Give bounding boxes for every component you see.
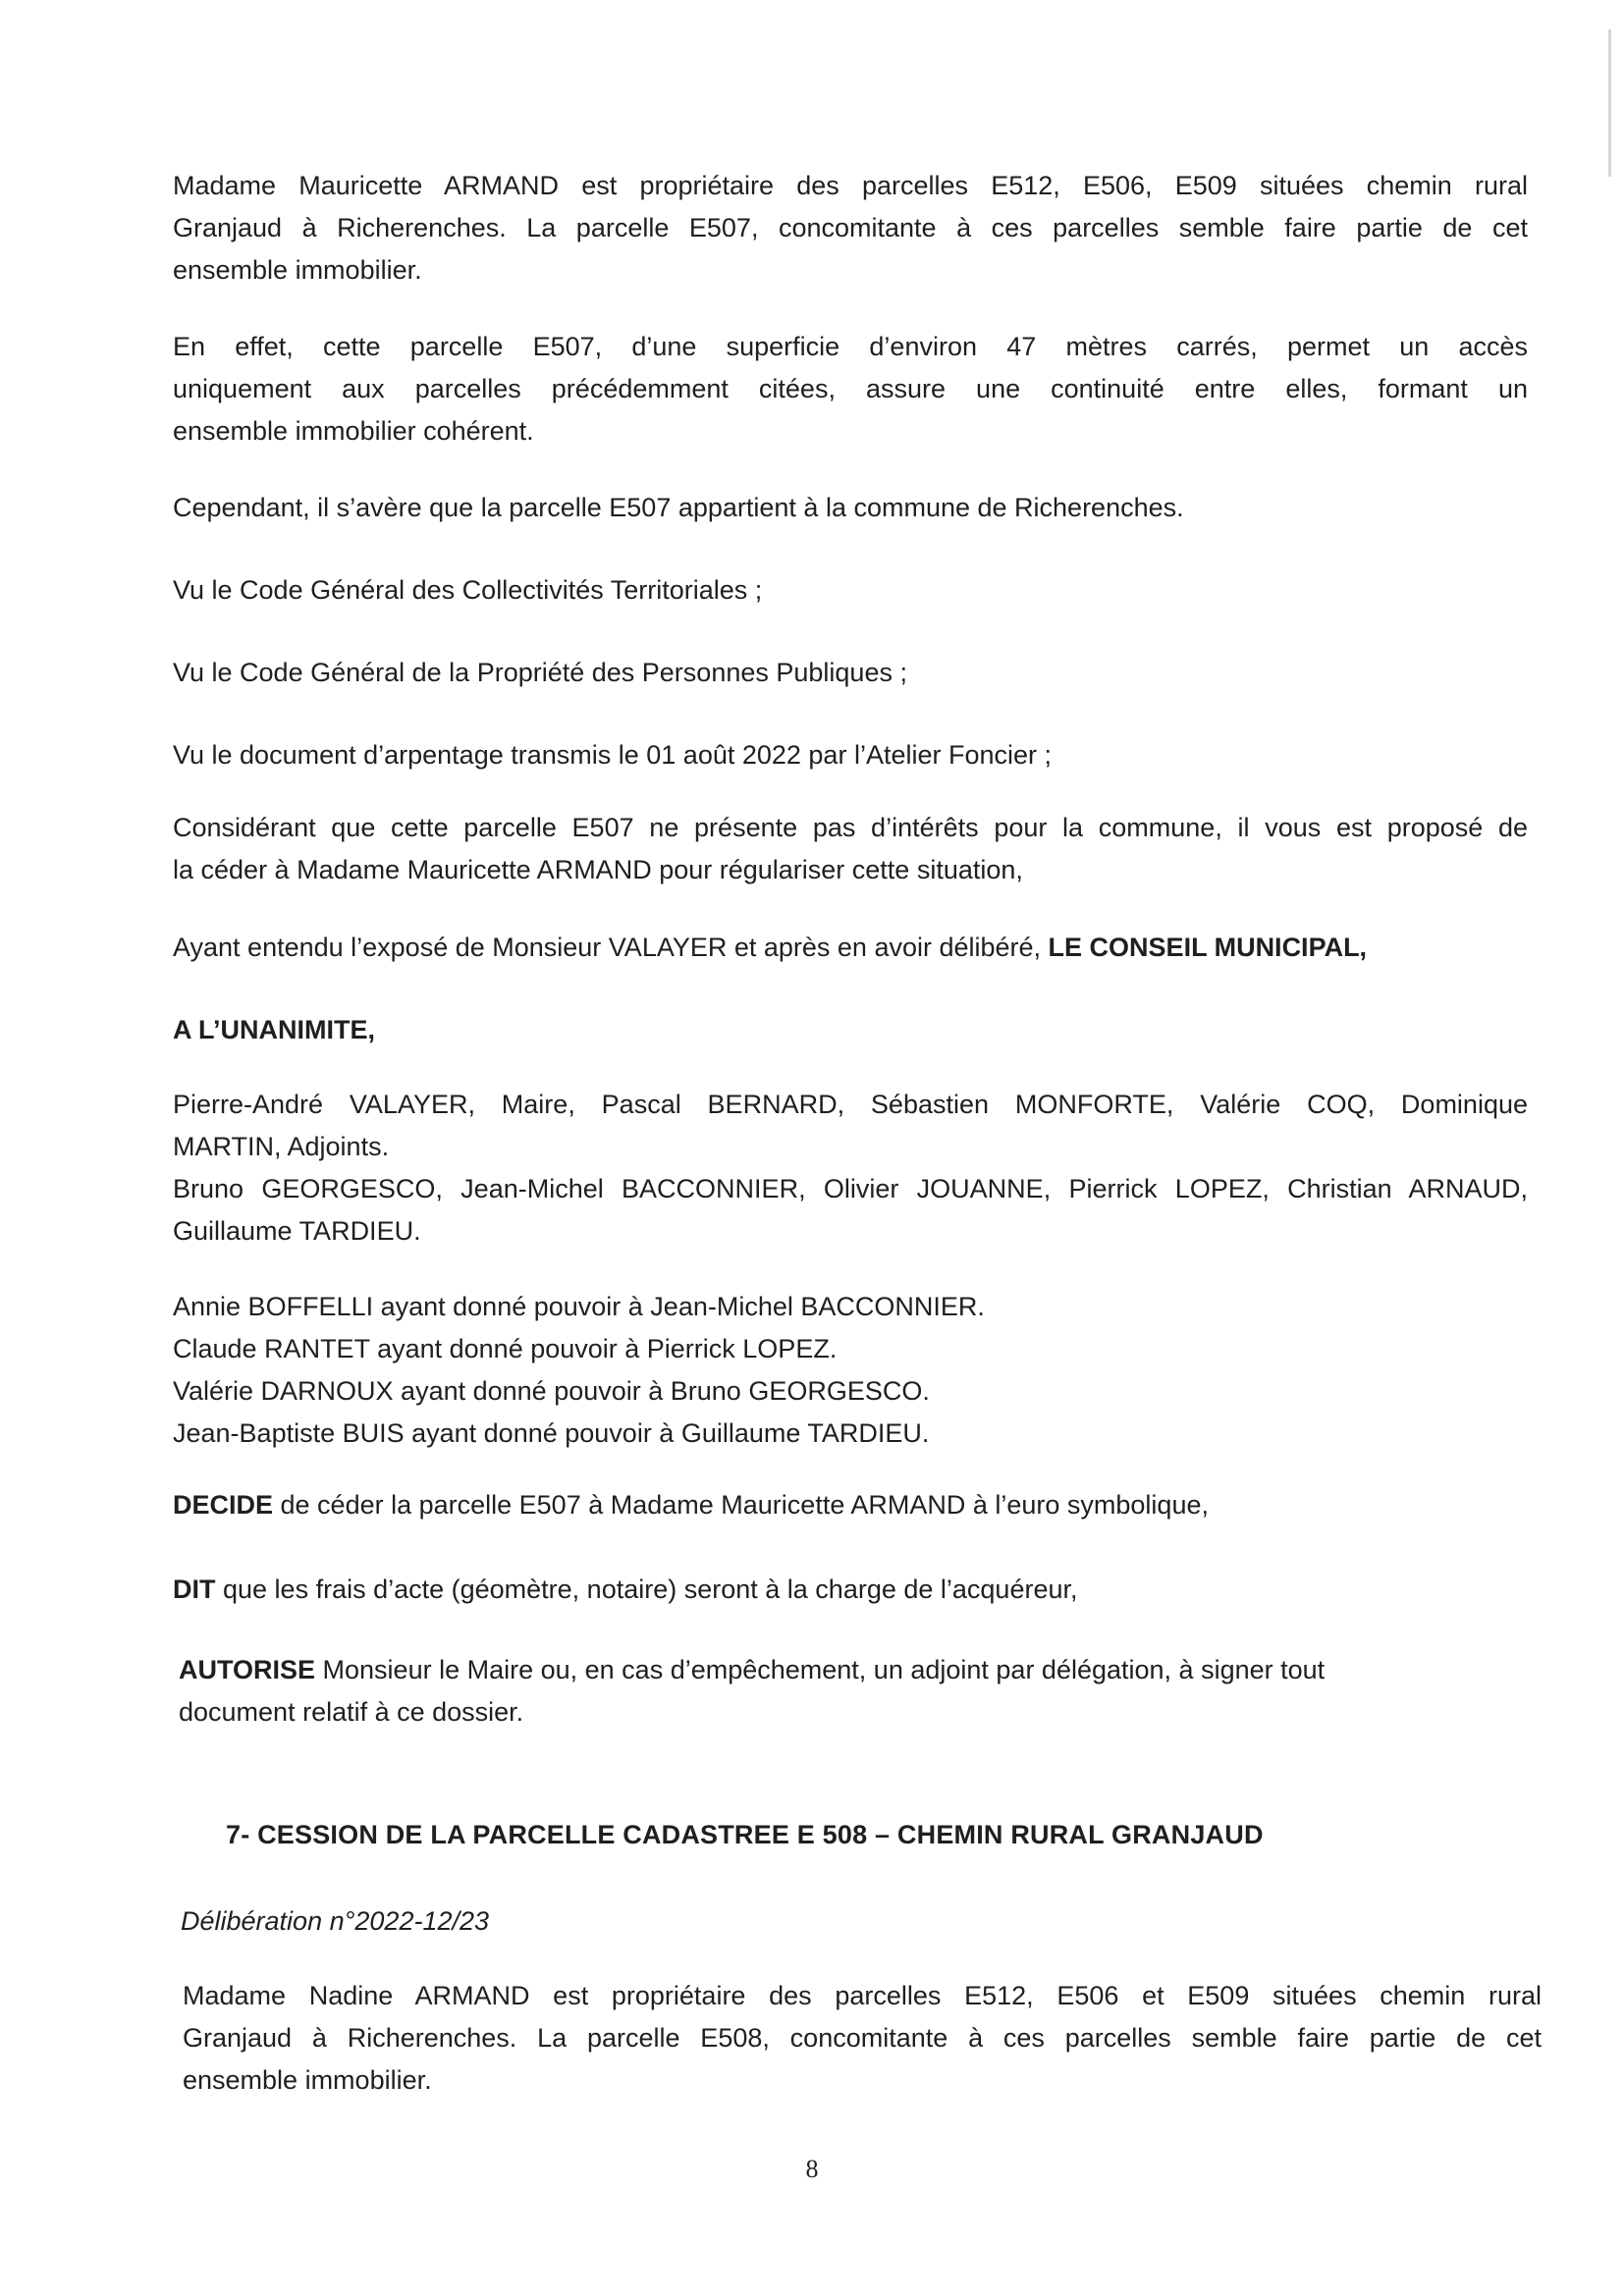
deliberation-number xyxy=(181,1900,1536,1943)
text-line: document relatif à ce dossier. xyxy=(179,1697,524,1727)
text-line: Guillaume TARDIEU. xyxy=(173,1216,421,1246)
paragraph-decide xyxy=(173,1484,1528,1526)
paragraph-legal-reference-3 xyxy=(173,734,1528,776)
paragraph-dit xyxy=(173,1569,1528,1611)
paragraph-nadine-ownership xyxy=(183,1975,1542,2102)
text-line: Pierre-André VALAYER, Maire, Pascal BERNARD, Sébastien MONFORTE, Valérie COQ, Dominique xyxy=(173,1090,1528,1119)
text-line xyxy=(179,1649,1534,1691)
text-line: Jean-Baptiste BUIS ayant donné pouvoir à Guillaume TARDIEU. xyxy=(173,1418,930,1448)
section-heading: 7- CESSION DE LA PARCELLE CADASTREE E 508 – CHEMIN RURAL GRANJAUD xyxy=(226,1820,1264,1849)
text-line xyxy=(173,927,1528,969)
text-line: ensemble immobilier. xyxy=(173,255,422,285)
text-line xyxy=(173,1569,1528,1611)
vote-result xyxy=(173,1009,1528,1051)
scan-edge-line xyxy=(1608,29,1611,177)
paragraph-ayant-entendu xyxy=(173,927,1528,969)
text-line: la céder à Madame Mauricette ARMAND pour régulariser cette situation, xyxy=(173,855,1023,884)
paragraph-legal-reference-1 xyxy=(173,569,1528,612)
text-span: de céder la parcelle E507 à Madame Mauricette ARMAND à l’euro symbolique, xyxy=(273,1490,1209,1520)
text-line: Vu le document d’arpentage transmis le 01 août 2022 par l’Atelier Foncier ; xyxy=(173,740,1053,770)
conseil-municipal-label: LE CONSEIL MUNICIPAL, xyxy=(1048,933,1368,962)
text-line: Bruno GEORGESCO, Jean-Michel BACCONNIER, Olivier JOUANNE, Pierrick LOPEZ, Christian ARNAUD, xyxy=(173,1174,1528,1203)
text-line: Annie BOFFELLI ayant donné pouvoir à Jean-Michel BACCONNIER. xyxy=(173,1292,985,1321)
paragraph-commune-ownership xyxy=(173,487,1528,529)
text-line: Granjaud à Richerenches. La parcelle E507, concomitante à ces parcelles semble faire partie de cet xyxy=(173,213,1528,242)
text-line: A L’UNANIMITE, xyxy=(173,1015,375,1044)
text-line: ensemble immobilier cohérent. xyxy=(173,416,534,446)
text-line: MARTIN, Adjoints. xyxy=(173,1132,390,1161)
text-line: Madame Mauricette ARMAND est propriétaire des parcelles E512, E506, E509 situées chemin rural xyxy=(173,171,1528,200)
page-number: 8 xyxy=(805,2155,819,2183)
decide-label: DECIDE xyxy=(173,1490,274,1520)
paragraph-legal-reference-2 xyxy=(173,652,1528,694)
text-line: Madame Nadine ARMAND est propriétaire des parcelles E512, E506 et E509 situées chemin rural xyxy=(183,1981,1542,2010)
text-line: Granjaud à Richerenches. La parcelle E508, concomitante à ces parcelles semble faire partie de cet xyxy=(183,2023,1542,2053)
text-span: que les frais d’acte (géomètre, notaire) seront à la charge de l’acquéreur, xyxy=(215,1575,1078,1604)
dit-label: DIT xyxy=(173,1575,216,1604)
paragraph-parcel-details xyxy=(173,326,1528,453)
text-line: uniquement aux parcelles précédemment citées, assure une continuité entre elles, formant un xyxy=(173,374,1528,403)
text-line: Claude RANTET ayant donné pouvoir à Pierrick LOPEZ. xyxy=(173,1334,838,1363)
text-span: Monsieur le Maire ou, en cas d’empêchement, un adjoint par délégation, à signer tout xyxy=(315,1655,1326,1684)
paragraph-autorise xyxy=(179,1649,1534,1734)
text-line: Vu le Code Général de la Propriété des Personnes Publiques ; xyxy=(173,658,907,687)
text-line: Cependant, il s’avère que la parcelle E507 appartient à la commune de Richerenches. xyxy=(173,493,1184,522)
text-line: Délibération n°2022-12/23 xyxy=(181,1906,490,1936)
paragraph-proxies xyxy=(173,1286,1528,1455)
text-line: En effet, cette parcelle E507, d’une superficie d’environ 47 mètres carrés, permet un accès xyxy=(173,332,1528,361)
paragraph-considerant xyxy=(173,807,1528,891)
text-span: Ayant entendu l’exposé de Monsieur VALAYER et après en avoir délibéré, xyxy=(173,933,1049,962)
autorise-label: AUTORISE xyxy=(179,1655,316,1684)
text-line: Valérie DARNOUX ayant donné pouvoir à Bruno GEORGESCO. xyxy=(173,1376,930,1406)
paragraph-ownership xyxy=(173,165,1528,292)
text-line: Considérant que cette parcelle E507 ne présente pas d’intérêts pour la commune, il vous est proposé de xyxy=(173,813,1528,842)
text-line: ensemble immobilier. xyxy=(183,2065,432,2095)
paragraph-members-present xyxy=(173,1084,1528,1253)
text-line xyxy=(173,1484,1528,1526)
text-line: Vu le Code Général des Collectivités Territoriales ; xyxy=(173,575,763,605)
